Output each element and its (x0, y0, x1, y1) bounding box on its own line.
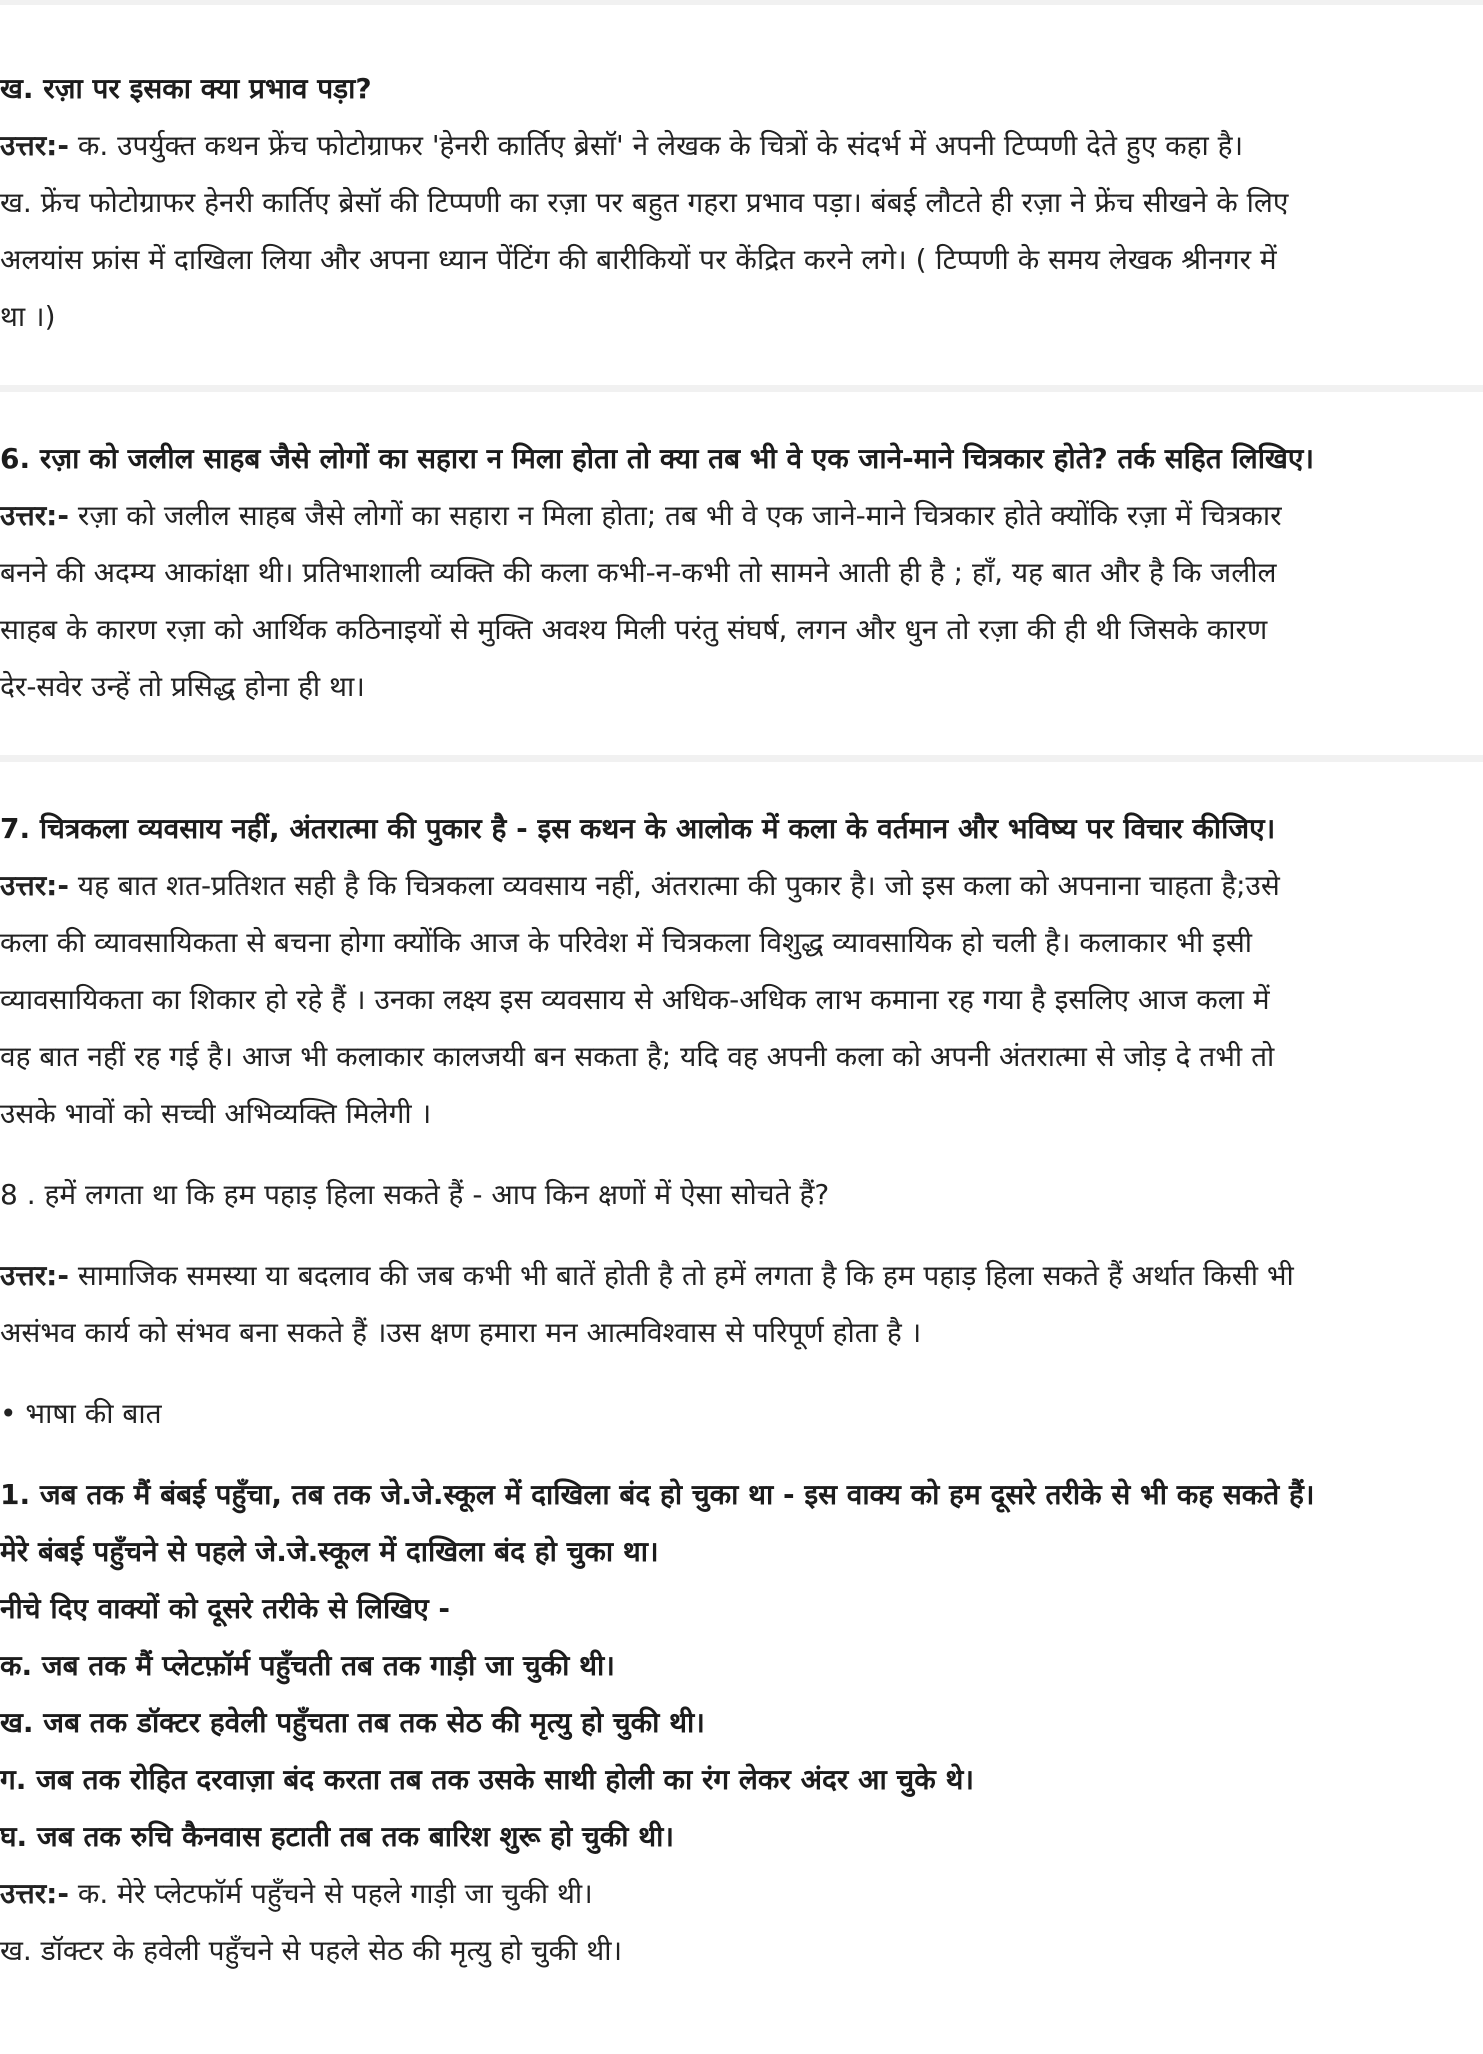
answer-line: व्यावसायिकता का शिकार हो रहे हैं । उनका लक्ष्य इस व्यवसाय से अधिक-अधिक लाभ कमाना रह गया है इसलिए आज कला में (0, 983, 1270, 1016)
section-divider (0, 755, 1483, 762)
answer-line: उत्तर:- रज़ा को जलील साहब जैसे लोगों का सहारा न मिला होता; तब भी वे एक जाने-माने चित्रकार होते क्योंकि रज़ा में चित्रकार (0, 499, 1282, 532)
example-sentence: मेरे बंबई पहुँचने से पहले जे.जे.स्कूल में दाखिला बंद हो चुका था। (0, 1535, 659, 1568)
exercise-item: घ. जब तक रुचि कैनवास हटाती तब तक बारिश शुरू हो चुकी थी। (0, 1820, 675, 1853)
answer-label: उत्तर:- (0, 499, 69, 532)
top-divider (0, 0, 1483, 5)
answer-line: उसके भावों को सच्ची अभिव्यक्ति मिलेगी । (0, 1097, 432, 1130)
answer-line: ख. फ्रेंच फोटोग्राफर हेनरी कार्तिए ब्रेसॉ की टिप्पणी का रज़ा पर बहुत गहरा प्रभाव पड़ा। बंबई लौटते ही रज़ा ने फ्रेंच सीखने के लिए (0, 186, 1289, 219)
language-question-1: 1. जब तक मैं बंबई पहुँचा, तब तक जे.जे.स्कूल में दाखिला बंद हो चुका था - इस वाक्य को हम दूसरे तरीके से भी कह सकते हैं। (0, 1478, 1315, 1511)
question-8-section (0, 1166, 1473, 1361)
question-8: 8 . हमें लगता था कि हम पहाड़ हिला सकते हैं - आप किन क्षणों में ऐसा सोचते हैं? (0, 1178, 830, 1211)
section-divider (0, 385, 1483, 392)
answer-line: असंभव कार्य को संभव बना सकते हैं ।उस क्षण हमारा मन आत्मविश्वास से परिपूर्ण होता है । (0, 1316, 922, 1349)
question-6: 6. रज़ा को जलील साहब जैसे लोगों का सहारा न मिला होता तो क्या तब भी वे एक जाने-माने चित्रकार होते? तर्क सहित लिखिए। (0, 442, 1314, 475)
answer-line: उत्तर:- यह बात शत-प्रतिशत सही है कि चित्रकला व्यवसाय नहीं, अंतरात्मा की पुकार है। जो इस कला को अपनाना चाहता है;उसे (0, 869, 1280, 902)
exercise-item: क. जब तक मैं प्लेटफ़ॉर्म पहुँचती तब तक गाड़ी जा चुकी थी। (0, 1649, 615, 1682)
section-heading: • भाषा की बात (0, 1397, 162, 1430)
answer-line: देर-सवेर उन्हें तो प्रसिद्ध होना ही था। (0, 670, 365, 703)
answer-label: उत्तर:- (0, 129, 69, 162)
exercise-item: ख. जब तक डॉक्टर हवेली पहुँचता तब तक सेठ की मृत्यु हो चुकी थी। (0, 1706, 705, 1739)
question-5-section (0, 60, 1473, 345)
answer-line: उत्तर:- क. उपर्युक्त कथन फ्रेंच फोटोग्राफर 'हेनरी कार्तिए ब्रेसॉ' ने लेखक के चित्रों के संदर्भ में अपनी टिप्पणी देते हुए कहा है। (0, 129, 1244, 162)
answer-line: वह बात नहीं रह गई है। आज भी कलाकार कालजयी बन सकता है; यदि वह अपनी कला को अपनी अंतरात्मा से जोड़ दे तभी तो (0, 1040, 1275, 1073)
answer-line: ख. डॉक्टर के हवेली पहुँचने से पहले सेठ की मृत्यु हो चुकी थी। (0, 1934, 623, 1967)
answer-label: उत्तर:- (0, 869, 69, 902)
exercise-item: ग. जब तक रोहित दरवाज़ा बंद करता तब तक उसके साथी होली का रंग लेकर अंदर आ चुके थे। (0, 1763, 974, 1796)
question-7-section (0, 800, 1473, 1142)
question-7: 7. चित्रकला व्यवसाय नहीं, अंतरात्मा की पुकार है - इस कथन के आलोक में कला के वर्तमान और भविष्य पर विचार कीजिए। (0, 812, 1276, 845)
answer-line: उत्तर:- सामाजिक समस्या या बदलाव की जब कभी भी बातें होती है तो हमें लगता है कि हम पहाड़ हिला सकते हैं अर्थात किसी भी (0, 1259, 1294, 1292)
answer-line: बनने की अदम्य आकांक्षा थी। प्रतिभाशाली व्यक्ति की कला कभी-न-कभी तो सामने आती ही है ; हाँ, यह बात और है कि जलील (0, 556, 1277, 589)
answer-label: उत्तर:- (0, 1259, 69, 1292)
answer-line: अलयांस फ्रांस में दाखिला लिया और अपना ध्यान पेंटिंग की बारीकियों पर केंद्रित करने लगे। ( टिप्पणी के समय लेखक श्रीनगर में (0, 243, 1277, 276)
answer-line: उत्तर:- क. मेरे प्लेटफॉर्म पहुँचने से पहले गाड़ी जा चुकी थी। (0, 1877, 593, 1910)
answer-label: उत्तर:- (0, 1877, 69, 1910)
question-5b: ख. रज़ा पर इसका क्या प्रभाव पड़ा? (0, 72, 372, 105)
answer-line: था ।) (0, 300, 56, 333)
language-section (0, 1385, 1473, 1979)
question-6-section (0, 430, 1473, 715)
answer-line: साहब के कारण रज़ा को आर्थिक कठिनाइयों से मुक्ति अवश्य मिली परंतु संघर्ष, लगन और धुन तो रज़ा की ही थी जिसके कारण (0, 613, 1268, 646)
instruction: नीचे दिए वाक्यों को दूसरे तरीके से लिखिए - (0, 1592, 451, 1625)
answer-line: कला की व्यावसायिकता से बचना होगा क्योंकि आज के परिवेश में चित्रकला विशुद्ध व्यावसायिक हो चली है। कलाकार भी इसी (0, 926, 1253, 959)
